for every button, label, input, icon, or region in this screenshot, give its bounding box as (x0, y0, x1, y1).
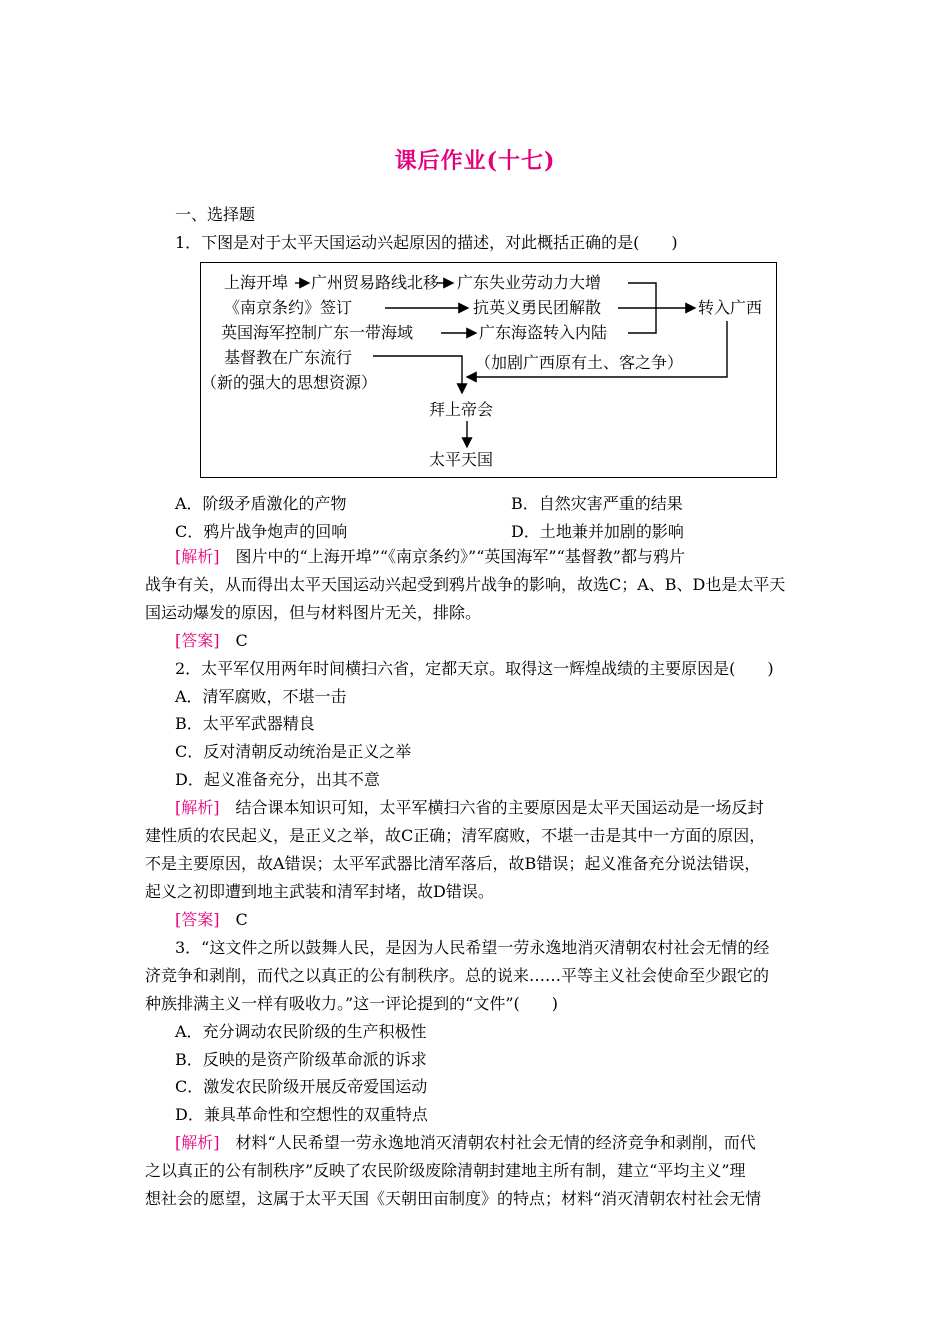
q1-option-d: D．土地兼并加剧的影响 (511, 522, 684, 541)
q3-analysis-line1 (175, 1133, 756, 1153)
q3-option-b: B．反映的是资产阶级革命派的诉求 (175, 1050, 427, 1069)
q2-option-b: B．太平军武器精良 (175, 714, 315, 733)
q2-option-a: A．清军腐败，不堪一击 (175, 687, 347, 706)
q3-stem-line2: 济竞争和剥削，而代之以真正的公有制秩序。总的说来……平等主义社会使命至少跟它的 (145, 966, 770, 985)
answer-tag: [答案] (175, 910, 220, 929)
q1-flow-diagram (200, 262, 777, 478)
answer-value: C (235, 631, 248, 650)
q2-answer (175, 910, 248, 930)
analysis-tag: [解析] (175, 798, 220, 817)
node-god-worshippers: 拜上帝会 (429, 400, 494, 419)
q1-stem: 1．下图是对于太平天国运动兴起原因的描述，对此概括正确的是( ) (175, 233, 678, 252)
q3-analysis-line3: 想社会的愿望，这属于太平天国《天朝田亩制度》的特点；材料“消灭清朝农村社会无情 (145, 1189, 762, 1208)
answer-tag: [答案] (175, 631, 220, 650)
q1-analysis-line3: 国运动爆发的原因，但与材料图片无关，排除。 (145, 603, 482, 622)
q2-stem: 2．太平军仅用两年时间横扫六省，定都天京。取得这一辉煌战绩的主要原因是( ) (175, 659, 774, 678)
arrow-n9-n12 (373, 356, 462, 393)
q1-analysis-line1 (175, 547, 685, 567)
q1-analysis-line2: 战争有关，从而得出太平天国运动兴起受到鸦片战争的影响，故选C；A、B、D也是太平天 (145, 575, 786, 594)
node-navy: 英国海军控制广东一带海域 (221, 323, 414, 342)
q3-option-c: C．激发农民阶级开展反帝爱国运动 (175, 1077, 428, 1096)
q1-option-b: B．自然灾害严重的结果 (511, 494, 683, 513)
q2-analysis-line4: 起义之初即遭到地主武装和清军封堵，故D错误。 (145, 882, 494, 901)
analysis-text: 图片中的“上海开埠”“《南京条约》”“英国海军”“基督教”都与鸦片 (235, 547, 685, 566)
node-ideology: （新的强大的思想资源） (201, 373, 378, 392)
answer-value: C (235, 910, 248, 929)
q3-stem-line1: 3．“这文件之所以鼓舞人民，是因为人民希望一劳永逸地消灭清朝农村社会无情的经 (175, 938, 770, 957)
q3-stem-line3: 种族排满主义一样有吸收力。”这一评论提到的“文件”( ) (145, 994, 559, 1013)
node-hakka-conflict: （加剧广西原有土、客之争） (475, 353, 684, 372)
node-pirates: 广东海盗转入内陆 (479, 323, 608, 342)
node-unemployment: 广东失业劳动力大增 (457, 273, 602, 292)
q2-analysis-line2: 建性质的农民起义，是正义之举，故C正确；清军腐败，不堪一击是其中一方面的原因， (145, 826, 766, 845)
analysis-text: 结合课本知识可知，太平军横扫六省的主要原因是太平天国运动是一场反封 (235, 798, 764, 817)
q2-option-d: D．起义准备充分，出其不意 (175, 770, 380, 789)
q3-analysis-line2: 之以真正的公有制秩序”反映了农民阶级废除清朝封建地主所有制，建立“平均主义”理 (145, 1161, 746, 1180)
node-christianity: 基督教在广东流行 (224, 348, 353, 367)
q3-option-a: A．充分调动农民阶级的生产积极性 (175, 1022, 427, 1041)
analysis-text: 材料“人民希望一劳永逸地消灭清朝农村社会无情的经济竞争和剥削，而代 (235, 1133, 756, 1152)
section-heading: 一、选择题 (175, 205, 256, 224)
q1-option-c: C．鸦片战争炮声的回响 (175, 522, 348, 541)
node-trade-route: 广州贸易路线北移 (311, 273, 440, 292)
analysis-tag: [解析] (175, 547, 220, 566)
q2-option-c: C．反对清朝反动统治是正义之举 (175, 742, 412, 761)
node-militia: 抗英义勇民团解散 (473, 298, 602, 317)
q2-analysis-line1 (175, 798, 764, 818)
q2-analysis-line3: 不是主要原因，故A错误；太平军武器比清军落后，故B错误；起义准备充分说法错误， (145, 854, 761, 873)
q3-option-d: D．兼具革命性和空想性的双重特点 (175, 1105, 428, 1124)
node-guangxi: 转入广西 (698, 298, 763, 317)
q1-answer (175, 631, 248, 651)
page-title: 课后作业(十七) (394, 148, 556, 174)
node-nanjing-treaty: 《南京条约》签订 (224, 298, 353, 317)
q1-option-a: A．阶级矛盾激化的产物 (175, 494, 347, 513)
analysis-tag: [解析] (175, 1133, 220, 1152)
node-shanghai: 上海开埠 (224, 273, 289, 292)
node-taiping: 太平天国 (429, 450, 494, 469)
